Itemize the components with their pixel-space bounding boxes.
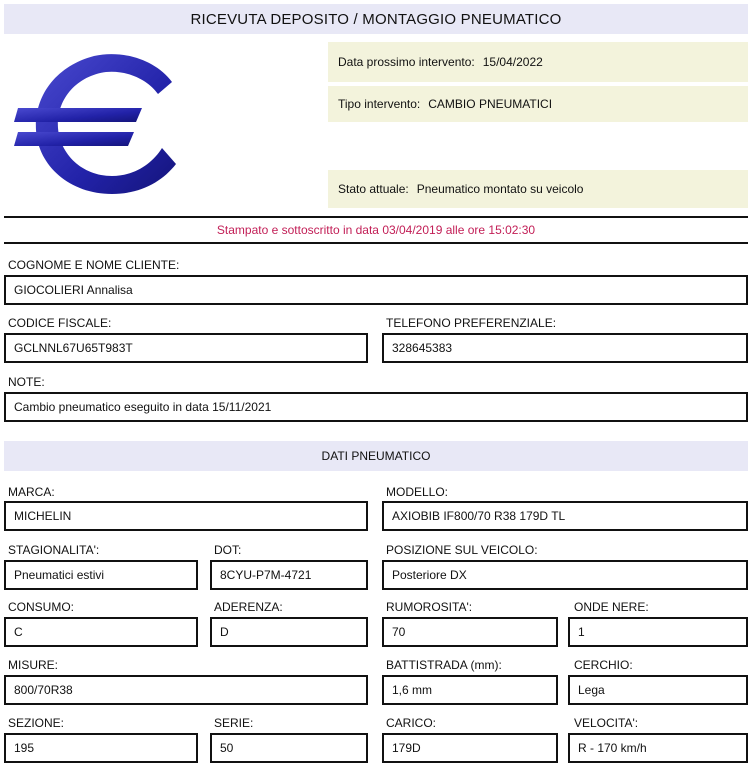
status-value: Pneumatico montato su veicolo xyxy=(416,182,584,196)
next-intervention-box xyxy=(328,42,748,82)
position-label: POSIZIONE SUL VEICOLO: xyxy=(386,543,538,557)
dot-field: 8CYU-P7M-4721 xyxy=(210,560,368,590)
client-name-field: GIOCOLIERI Annalisa xyxy=(4,275,748,305)
notes-field: Cambio pneumatico eseguito in data 15/11/2021 xyxy=(4,392,748,422)
tax-code-label: CODICE FISCALE: xyxy=(8,316,112,330)
rim-label: CERCHIO: xyxy=(574,658,633,672)
size-field: 800/70R38 xyxy=(4,675,368,705)
season-label: STAGIONALITA': xyxy=(8,543,100,557)
type-value: CAMBIO PNEUMATICI xyxy=(428,97,553,111)
series-field: 50 xyxy=(210,733,368,763)
rim-field: Lega xyxy=(568,675,748,705)
model-label: MODELLO: xyxy=(386,485,449,499)
tread-label: BATTISTRADA (mm): xyxy=(386,658,502,672)
divider xyxy=(4,242,748,244)
tread-field: 1,6 mm xyxy=(382,675,558,705)
speed-label: VELOCITA': xyxy=(574,716,639,730)
divider xyxy=(4,216,748,218)
grip-field: D xyxy=(210,617,368,647)
position-field: Posteriore DX xyxy=(382,560,748,590)
tire-section-title: DATI PNEUMATICO xyxy=(4,441,748,471)
consumption-field: C xyxy=(4,617,198,647)
speed-field: R - 170 km/h xyxy=(568,733,748,763)
size-label: MISURE: xyxy=(8,658,59,672)
type-label: Tipo intervento: xyxy=(338,97,421,111)
consumption-label: CONSUMO: xyxy=(8,600,74,614)
noise-field: 70 xyxy=(382,617,558,647)
next-date-value: 15/04/2022 xyxy=(482,55,543,69)
euro-logo-icon xyxy=(12,48,182,198)
section-width-field: 195 xyxy=(4,733,198,763)
phone-field: 328645383 xyxy=(382,333,748,363)
section-width-label: SEZIONE: xyxy=(8,716,65,730)
brand-field: MICHELIN xyxy=(4,501,368,531)
model-field: AXIOBIB IF800/70 R38 179D TL xyxy=(382,501,748,531)
phone-label: TELEFONO PREFERENZIALE: xyxy=(386,316,557,330)
season-field: Pneumatici estivi xyxy=(4,560,198,590)
status-box xyxy=(328,170,748,208)
receipt-title: RICEVUTA DEPOSITO / MONTAGGIO PNEUMATICO xyxy=(4,4,748,34)
notes-label: NOTE: xyxy=(8,375,45,389)
dot-label: DOT: xyxy=(214,543,242,557)
load-field: 179D xyxy=(382,733,558,763)
series-label: SERIE: xyxy=(214,716,254,730)
client-name-label: COGNOME E NOME CLIENTE: xyxy=(8,258,180,272)
next-date-label: Data prossimo intervento: xyxy=(338,55,475,69)
intervention-type-box xyxy=(328,86,748,122)
load-label: CARICO: xyxy=(386,716,437,730)
noise-label: RUMOROSITA': xyxy=(386,600,473,614)
printed-timestamp: Stampato e sottoscritto in data 03/04/2019 alle ore 15:02:30 xyxy=(216,223,536,237)
brand-label: MARCA: xyxy=(8,485,55,499)
black-waves-field: 1 xyxy=(568,617,748,647)
grip-label: ADERENZA: xyxy=(214,600,283,614)
status-label: Stato attuale: xyxy=(338,182,409,196)
black-waves-label: ONDE NERE: xyxy=(574,600,649,614)
tax-code-field: GCLNNL67U65T983T xyxy=(4,333,368,363)
